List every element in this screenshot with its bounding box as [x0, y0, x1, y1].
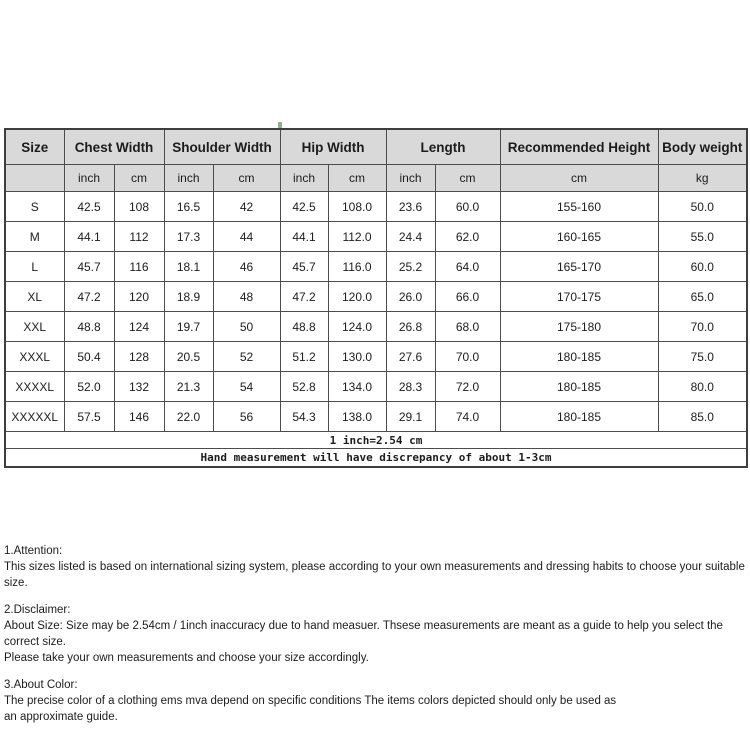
footnote-inch-conversion: 1 inch=2.54 cm	[5, 432, 747, 449]
cell-length-cm: 64.0	[435, 252, 500, 282]
unit-empty	[5, 165, 64, 192]
size-row-xxl	[5, 312, 747, 342]
size-cell: L	[5, 252, 64, 282]
size-row-xl	[5, 282, 747, 312]
size-cell: XL	[5, 282, 64, 312]
cell-weight-kg: 60.0	[658, 252, 747, 282]
unit-weight-kg: kg	[658, 165, 747, 192]
cell-chest-cm: 112	[114, 222, 164, 252]
cell-hip-cm: 108.0	[328, 192, 386, 222]
size-cell: XXXL	[5, 342, 64, 372]
cell-length-cm: 72.0	[435, 372, 500, 402]
cell-hip-cm: 134.0	[328, 372, 386, 402]
unit-hip-cm: cm	[328, 165, 386, 192]
size-chart-table	[4, 128, 748, 468]
header-hip-width: Hip Width	[280, 129, 386, 165]
table-header-row	[5, 129, 747, 165]
size-row-xxxxl	[5, 372, 747, 402]
cell-chest-inch: 44.1	[64, 222, 114, 252]
note-heading: 1.Attention:	[4, 545, 63, 557]
note-heading: 3.About Color:	[4, 679, 78, 691]
cell-hip-inch: 48.8	[280, 312, 328, 342]
cell-hip-cm: 130.0	[328, 342, 386, 372]
unit-shoulder-cm: cm	[213, 165, 280, 192]
cell-length-cm: 70.0	[435, 342, 500, 372]
cell-length-inch: 23.6	[386, 192, 435, 222]
unit-chest-cm: cm	[114, 165, 164, 192]
cell-hip-inch: 42.5	[280, 192, 328, 222]
header-recommended-height: Recommended Height	[500, 129, 658, 165]
cell-hip-inch: 45.7	[280, 252, 328, 282]
cell-length-cm: 66.0	[435, 282, 500, 312]
note-line: This sizes listed is based on international sizing system, please according to your own measurements and dressing habits to choose your suitable size.	[4, 561, 745, 589]
header-size: Size	[5, 129, 64, 165]
cell-height-cm: 180-185	[500, 342, 658, 372]
cell-shoulder-cm: 56	[213, 402, 280, 432]
note-line: Please take your own measurements and choose your size accordingly.	[4, 652, 369, 664]
cell-hip-cm: 124.0	[328, 312, 386, 342]
cell-chest-inch: 50.4	[64, 342, 114, 372]
unit-shoulder-inch: inch	[164, 165, 213, 192]
cell-shoulder-cm: 44	[213, 222, 280, 252]
cell-length-cm: 68.0	[435, 312, 500, 342]
cell-chest-cm: 120	[114, 282, 164, 312]
cell-shoulder-inch: 18.1	[164, 252, 213, 282]
note-line: About Size: Size may be 2.54cm / 1inch inaccuracy due to hand measuer. Thsese measurements are meant as a guide to help you select the correct size.	[4, 620, 723, 648]
table-units-row	[5, 165, 747, 192]
cell-hip-cm: 120.0	[328, 282, 386, 312]
cell-height-cm: 175-180	[500, 312, 658, 342]
size-cell: XXXXL	[5, 372, 64, 402]
header-body-weight: Body weight	[658, 129, 747, 165]
cell-weight-kg: 70.0	[658, 312, 747, 342]
footnote-row-inch-conversion	[5, 432, 747, 449]
cell-chest-cm: 108	[114, 192, 164, 222]
unit-chest-inch: inch	[64, 165, 114, 192]
cell-shoulder-cm: 46	[213, 252, 280, 282]
unit-hip-inch: inch	[280, 165, 328, 192]
cell-chest-cm: 116	[114, 252, 164, 282]
size-cell: S	[5, 192, 64, 222]
cell-chest-cm: 146	[114, 402, 164, 432]
unit-height-cm: cm	[500, 165, 658, 192]
cell-hip-cm: 138.0	[328, 402, 386, 432]
cell-weight-kg: 55.0	[658, 222, 747, 252]
cell-height-cm: 160-165	[500, 222, 658, 252]
size-cell: XXL	[5, 312, 64, 342]
cell-length-inch: 26.0	[386, 282, 435, 312]
cell-shoulder-inch: 19.7	[164, 312, 213, 342]
header-length: Length	[386, 129, 500, 165]
size-row-m	[5, 222, 747, 252]
cell-weight-kg: 85.0	[658, 402, 747, 432]
cell-shoulder-inch: 22.0	[164, 402, 213, 432]
cell-height-cm: 170-175	[500, 282, 658, 312]
cell-weight-kg: 65.0	[658, 282, 747, 312]
cell-weight-kg: 80.0	[658, 372, 747, 402]
cell-hip-cm: 112.0	[328, 222, 386, 252]
unit-length-cm: cm	[435, 165, 500, 192]
cell-weight-kg: 50.0	[658, 192, 747, 222]
note-line: an approximate guide.	[4, 711, 118, 723]
cell-length-cm: 62.0	[435, 222, 500, 252]
cell-shoulder-cm: 52	[213, 342, 280, 372]
cell-height-cm: 180-185	[500, 402, 658, 432]
note-about-color	[4, 677, 748, 725]
cell-hip-inch: 54.3	[280, 402, 328, 432]
cell-length-inch: 28.3	[386, 372, 435, 402]
cell-length-cm: 60.0	[435, 192, 500, 222]
footnote-measurement-discrepancy: Hand measurement will have discrepancy of about 1-3cm	[5, 449, 747, 468]
cell-chest-inch: 57.5	[64, 402, 114, 432]
size-cell: XXXXXL	[5, 402, 64, 432]
cell-hip-cm: 116.0	[328, 252, 386, 282]
cell-length-inch: 25.2	[386, 252, 435, 282]
footnote-row-measurement-discrepancy	[5, 449, 747, 468]
cell-shoulder-cm: 42	[213, 192, 280, 222]
cell-height-cm: 165-170	[500, 252, 658, 282]
note-disclaimer	[4, 602, 748, 666]
cell-chest-inch: 42.5	[64, 192, 114, 222]
note-attention	[4, 543, 748, 591]
cell-chest-inch: 45.7	[64, 252, 114, 282]
unit-length-inch: inch	[386, 165, 435, 192]
cell-height-cm: 180-185	[500, 372, 658, 402]
cell-hip-inch: 44.1	[280, 222, 328, 252]
cell-chest-cm: 132	[114, 372, 164, 402]
header-shoulder-width: Shoulder Width	[164, 129, 280, 165]
cell-shoulder-cm: 50	[213, 312, 280, 342]
size-row-s	[5, 192, 747, 222]
notes-section	[4, 543, 748, 725]
cell-shoulder-inch: 16.5	[164, 192, 213, 222]
cell-length-inch: 24.4	[386, 222, 435, 252]
cell-shoulder-inch: 20.5	[164, 342, 213, 372]
cell-chest-cm: 124	[114, 312, 164, 342]
cell-shoulder-inch: 21.3	[164, 372, 213, 402]
cell-chest-inch: 48.8	[64, 312, 114, 342]
green-tick-mark	[278, 122, 282, 128]
cell-length-cm: 74.0	[435, 402, 500, 432]
cell-weight-kg: 75.0	[658, 342, 747, 372]
cell-length-inch: 26.8	[386, 312, 435, 342]
cell-length-inch: 27.6	[386, 342, 435, 372]
cell-hip-inch: 52.8	[280, 372, 328, 402]
cell-height-cm: 155-160	[500, 192, 658, 222]
note-heading: 2.Disclaimer:	[4, 604, 71, 616]
size-row-l	[5, 252, 747, 282]
cell-shoulder-inch: 18.9	[164, 282, 213, 312]
cell-chest-inch: 47.2	[64, 282, 114, 312]
cell-chest-cm: 128	[114, 342, 164, 372]
note-line: The precise color of a clothing ems mva depend on specific conditions The items colors depicted should only be used as	[4, 695, 617, 707]
size-row-xxxl	[5, 342, 747, 372]
cell-hip-inch: 47.2	[280, 282, 328, 312]
header-chest-width: Chest Width	[64, 129, 164, 165]
cell-shoulder-cm: 54	[213, 372, 280, 402]
cell-shoulder-cm: 48	[213, 282, 280, 312]
size-row-xxxxxl	[5, 402, 747, 432]
size-cell: M	[5, 222, 64, 252]
cell-hip-inch: 51.2	[280, 342, 328, 372]
cell-shoulder-inch: 17.3	[164, 222, 213, 252]
cell-chest-inch: 52.0	[64, 372, 114, 402]
cell-length-inch: 29.1	[386, 402, 435, 432]
